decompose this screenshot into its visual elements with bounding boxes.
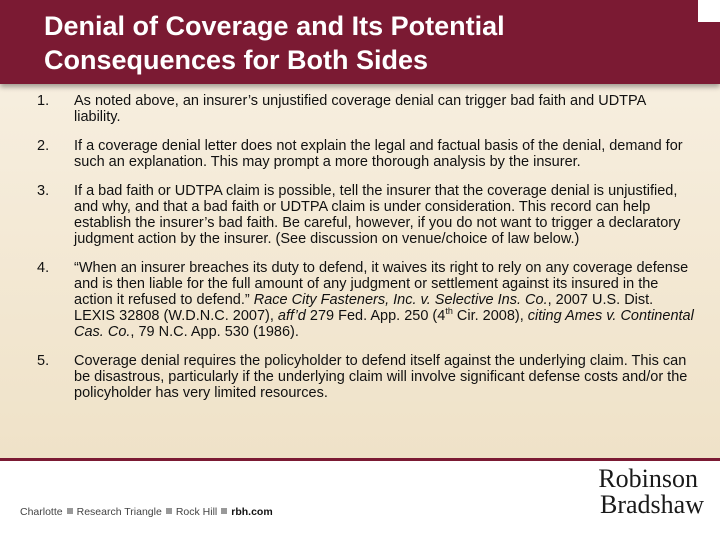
list-item-number: 3. <box>37 183 50 199</box>
separator-square-icon <box>67 508 73 514</box>
list-item-number: 1. <box>37 93 50 109</box>
list-item-4 <box>0 260 720 340</box>
list-item-3 <box>0 183 720 247</box>
affd-text: aff’d <box>277 308 306 324</box>
case-name-ames: citing Ames v. Continental Cas. Co. <box>74 308 694 340</box>
numbered-list <box>0 93 720 414</box>
ordinal-superscript: th <box>445 306 453 317</box>
list-item-text: If a bad faith or UDTPA claim is possible, tell the insurer that the coverage denial is unjustified, and why, and that a bad faith or UDTPA claim is under consideration. This record can help establish the insurer’s bad faith. Be careful, however, if you do not want to trigger a declaratory judgment action by the insurer. (See discussion on venue/choice of law below.) <box>74 183 681 247</box>
citation-part: 279 Fed. App. 250 (4 <box>305 308 446 324</box>
list-item-text <box>74 260 694 340</box>
logo-line-1: Robinson <box>598 464 698 493</box>
firm-logo <box>598 464 704 519</box>
title-bar-corner <box>698 0 720 22</box>
office-rock-hill: Rock Hill <box>175 506 218 518</box>
quote-text: “When an insurer breaches its duty to defend, it waives its right to rely on any coverage defense and is then liable for the full amount of any judgment or settlement against its insured in the action it refused to defend.” <box>74 260 689 308</box>
list-item-number: 4. <box>37 260 50 276</box>
office-charlotte: Charlotte <box>20 506 63 518</box>
bottom-rule <box>0 458 720 461</box>
list-item-text: As noted above, an insurer’s unjustified coverage denial can trigger bad faith and UDTPA liability. <box>74 93 646 125</box>
separator-square-icon <box>221 508 227 514</box>
list-item-1 <box>0 93 720 125</box>
list-item-text: If a coverage denial letter does not explain the legal and factual basis of the denial, demand for such an explanation. This may prompt a more thorough analysis by the insurer. <box>74 138 683 170</box>
website-link[interactable]: rbh.com <box>231 506 273 518</box>
logo-line-2: Bradshaw <box>600 490 704 519</box>
list-item-number: 5. <box>37 353 50 369</box>
title-bar <box>0 0 720 84</box>
citation-part: Cir. 2008), <box>452 308 528 324</box>
slide-title: Denial of Coverage and Its Potential Consequences for Both Sides <box>44 11 505 75</box>
list-item-2 <box>0 138 720 170</box>
case-name-race-city: Race City Fasteners, Inc. v. Selective Ins. Co. <box>253 292 548 308</box>
list-item-5 <box>0 353 720 401</box>
citation-part: , 79 N.C. App. 530 (1986). <box>130 324 299 340</box>
list-item-text: Coverage denial requires the policyholder to defend itself against the underlying claim. This can be disastrous, particularly if the underlying claim will involve significant defense costs and/or the policyholder has very limited resources. <box>74 353 688 401</box>
list-item-number: 2. <box>37 138 50 154</box>
citation-part: , 2007 U.S. Dist. LEXIS 32808 (W.D.N.C. 2007), <box>74 292 654 324</box>
footer-offices <box>20 506 273 518</box>
separator-square-icon <box>166 508 172 514</box>
office-research-triangle: Research Triangle <box>76 506 162 518</box>
